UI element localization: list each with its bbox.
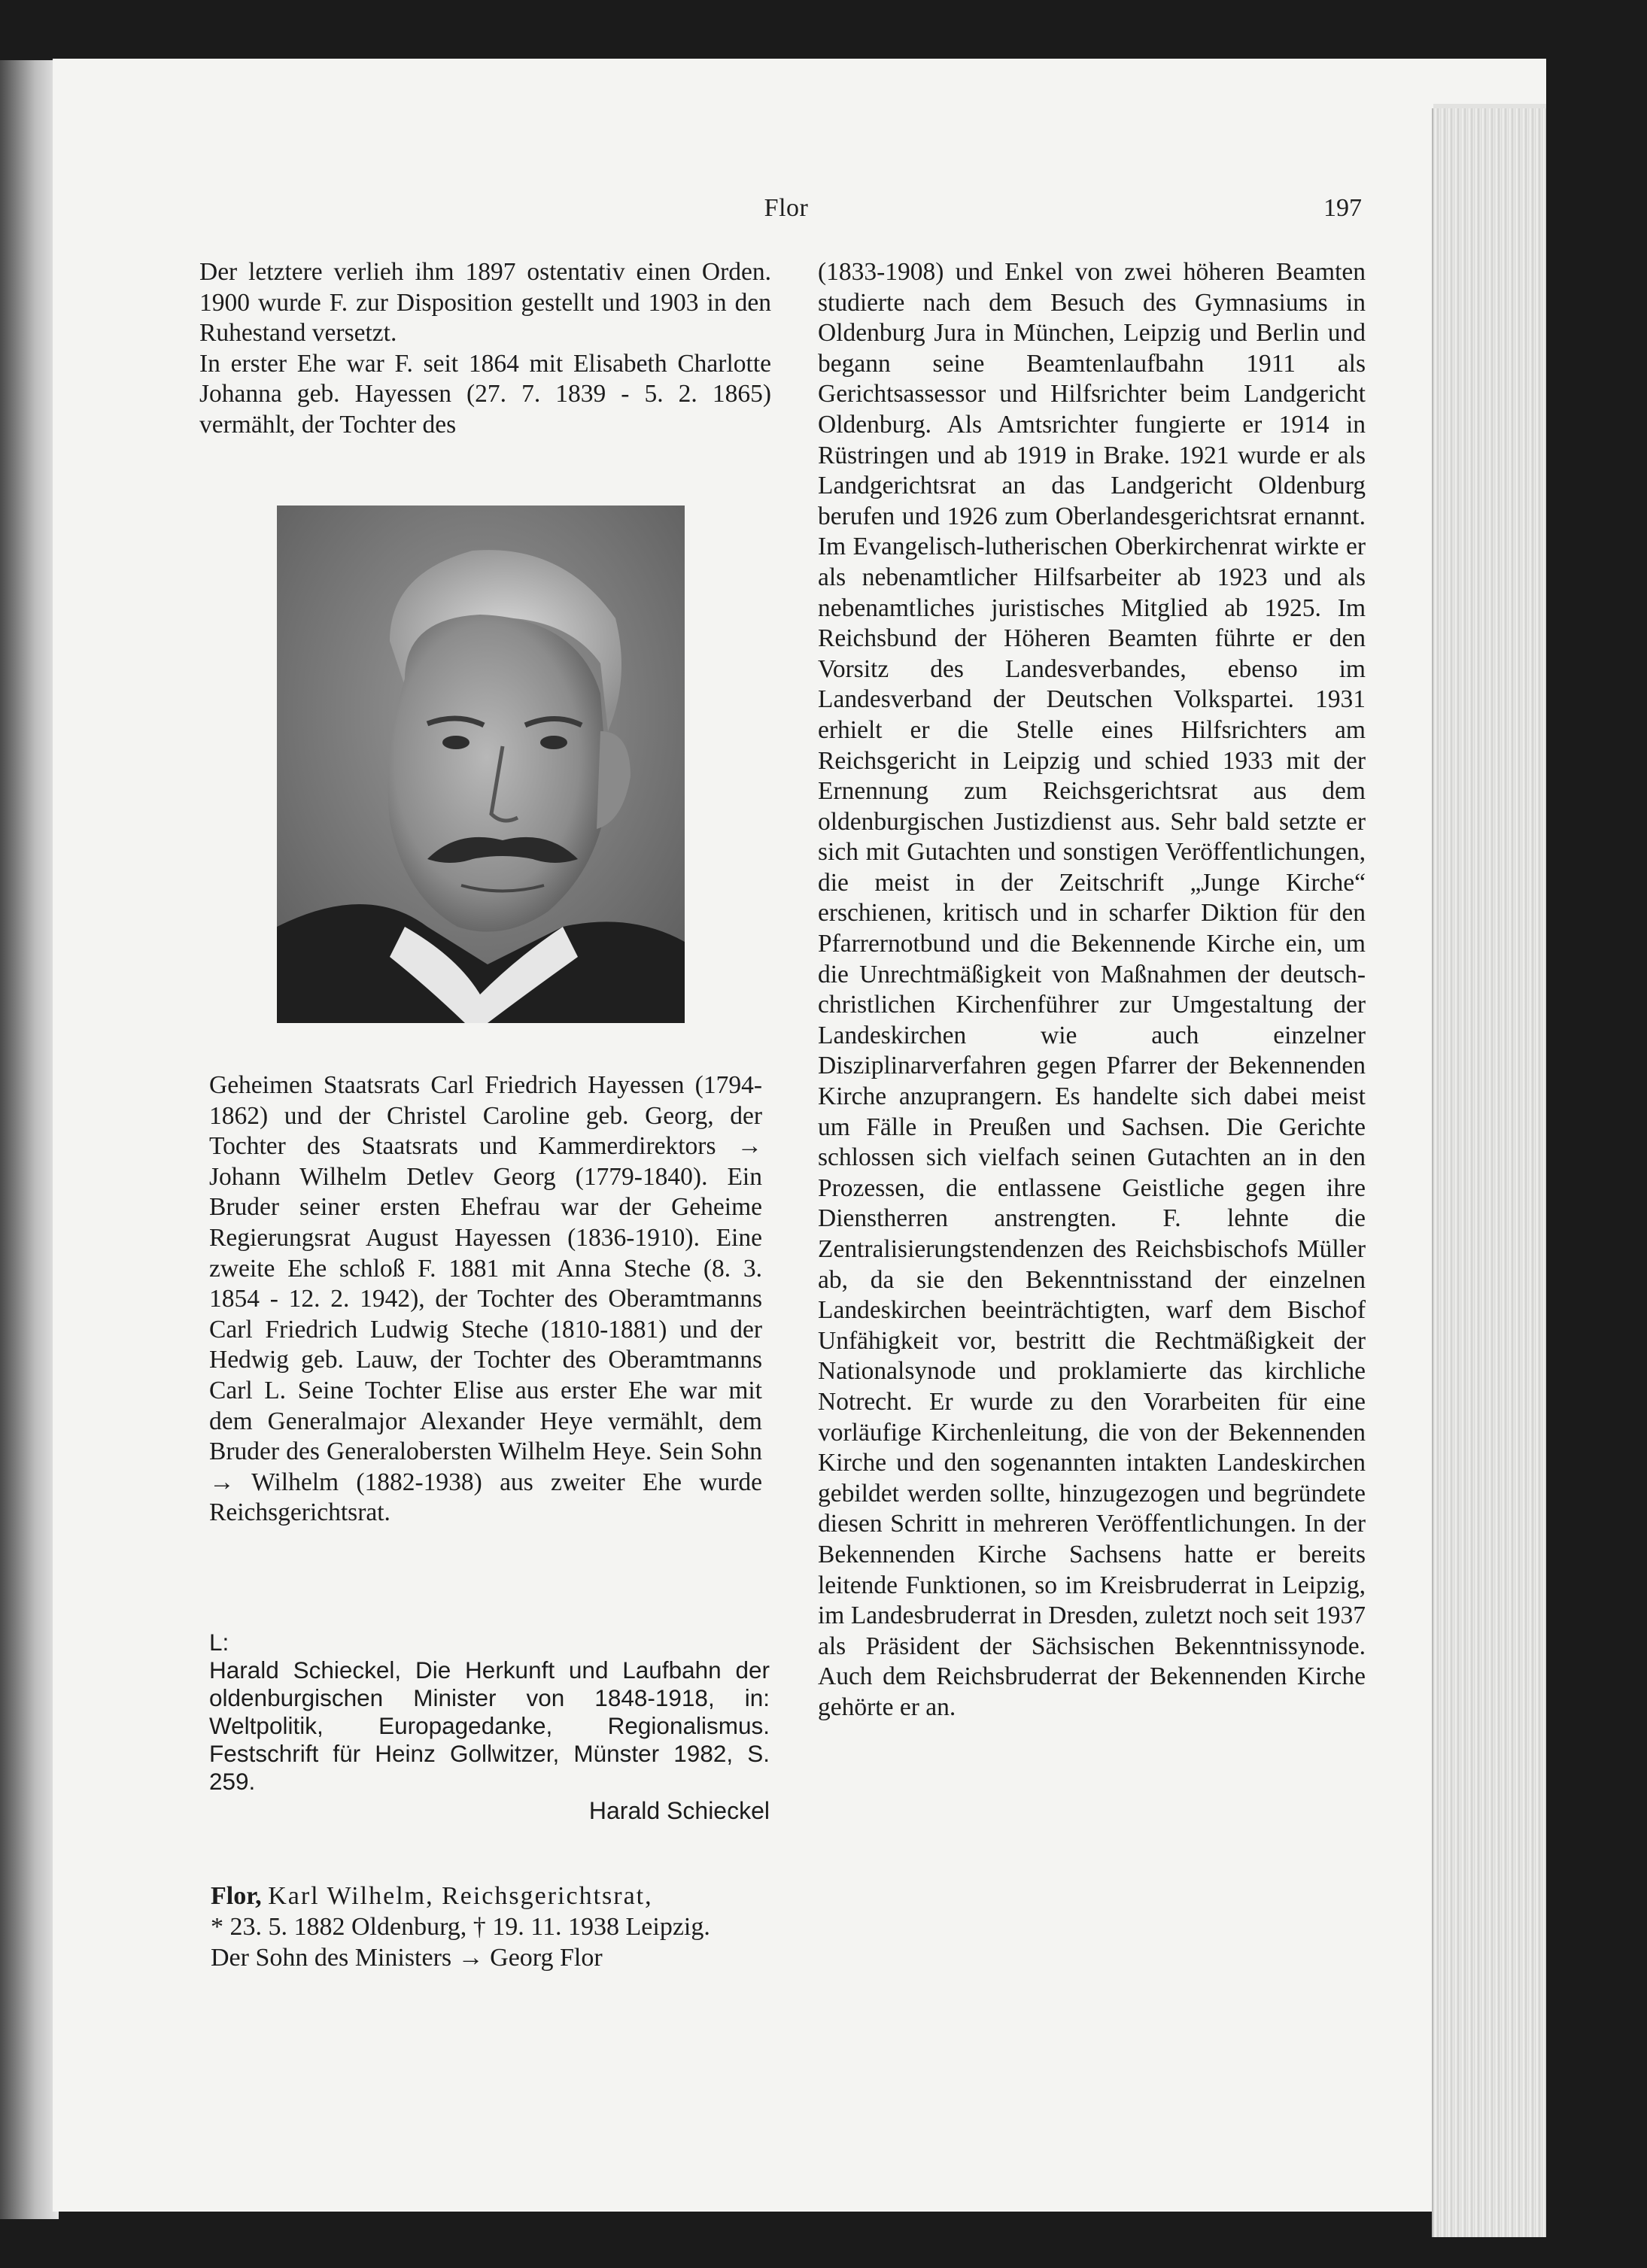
paragraph: (1833-1908) und Enkel von zwei höheren Beamten studierte nach dem Besuch des Gymnasiums in Oldenburg Jura in München, Leipzig und Berlin und begann seine Beamtenlaufbahn 1911 als Gerichtsassessor und Hilfsrichter beim Landgericht Oldenburg. Als Amtsrichter fungierte er 1914 in Rüstringen und ab 1919 in Brake. 1921 wurde er als Landgerichtsrat an das Landgericht Oldenburg berufen und 1926 zum Oberlandesgerichtsrat ernannt. Im Evangelisch-lutherischen Oberkirchenrat wirkte er als nebenamtlicher Hilfsarbeiter ab 1923 und als nebenamtliches juristisches Mitglied ab 1925. Im Reichsbund der Höheren Beamten führte er den Vorsitz des Landesverbandes, ebenso im Landesverband der Deutschen Volkspartei. 1931 erhielt er die Stelle eines Hilfsrichters am Reichsgericht in Leipzig und schied 1933 mit der Ernennung zum Reichsgerichtsrat aus dem oldenburgischen Justizdienst aus. Sehr bald setzte er sich mit Gutachten und sonstigen Veröffentlichungen, die meist in der Zeitschrift „Junge Kirche“ erschienen, kritisch und in scharfer Diktion für den Pfarrernotbund und die Bekennende Kirche ein, um die Unrechtmäßigkeit von Maßnahmen der deutsch-christlichen Kirchenführer zur Umgestaltung der Landeskirchen wie auch einzelner Disziplinarverfahren gegen Pfarrer der Bekennenden Kirche anzuprangern. Es handelte sich dabei meist um Fälle in Preußen und Sachsen. Die Gerichte schlossen sich vielfach seinen Gutachten an in den Prozessen, die entlassene Geistliche gegen ihre Dienstherren anstrengten. F. lehnte die Zentralisierungstendenzen des Reichsbischofs Müller ab, da sie den Bekenntnisstand der einzelnen Landeskirchen beeinträchtigten, warf dem Bischof Unfähigkeit vor, bestritt die Rechtmäßigkeit der Nationalsynode und proklamierte das kirchliche Notrecht. Er wurde zu den Vorarbeiten für eine vorläufige Kirchenleitung, die von der Bekennenden Kirche und den sogenannten intakten Landeskirchen gebildet werden sollte, hinzugezogen und begründete diesen Schritt in mehreren Veröffentlichungen. In der Bekennenden Kirche Sachsens hatte er bereits leitende Funktionen, so im Kreisbruderrat in Leipzig, im Landesbruderrat in Dresden, zuletzt noch seit 1937 als Präsident der Sächsischen Bekenntnissynode. Auch dem Reichsbruderrat der Bekennenden Kirche gehörte er an. xyxy=(818,258,1366,1721)
portrait-photo xyxy=(277,506,685,1023)
paragraph: Der letztere verlieh ihm 1897 ostentativ einen Orden. 1900 wurde F. zur Disposition gestellt und 1903 in den Ruhestand versetzt. xyxy=(199,258,771,348)
portrait-illustration xyxy=(277,506,685,1023)
book-binding-edge xyxy=(0,60,59,2219)
left-column-top xyxy=(199,257,771,441)
entry-dates: * 23. 5. 1882 Oldenburg, † 19. 11. 1938 Leipzig. xyxy=(211,1913,710,1941)
references-text: Harald Schieckel, Die Herkunft und Laufbahn der oldenburgischen Minister von 1848-1918, in: Weltpolitik, Europagedanke, Regionalismus. Festschrift für Heinz Gollwitzer, Münster 1982, S. 259. xyxy=(209,1656,770,1795)
entry-name: Flor, xyxy=(211,1882,262,1910)
entry-name-rest: Karl Wilhelm, Reichsgerichtsrat, xyxy=(268,1882,653,1910)
running-head: Flor xyxy=(764,194,809,222)
page-number: 197 xyxy=(1323,194,1362,222)
page-stack-edge xyxy=(1432,108,1546,2237)
entry-text: Der Sohn des Ministers → Georg Flor xyxy=(211,1944,603,1972)
entry-heading xyxy=(211,1881,767,1911)
references-label: L: xyxy=(209,1629,229,1656)
left-column-middle xyxy=(209,1070,762,1529)
paragraph: Geheimen Staatsrats Carl Friedrich Hayessen (1794-1862) und der Christel Caroline geb. Georg, der Tochter des Staatsrats und Kammerdirektors → Johann Wilhelm Detlev Georg (1779-1840). Ein Bruder seiner ersten Ehefrau war der Geheime Regierungsrat August Hayessen (1836-1910). Eine zweite Ehe schloß F. 1881 mit Anna Steche (8. 3. 1854 - 12. 2. 1942), der Tochter des Oberamtmanns Carl Friedrich Ludwig Steche (1810-1881) und der Hedwig geb. Lauw, der Tochter des Oberamtmanns Carl L. Seine Tochter Elise aus erster Ehe war mit dem Generalmajor Alexander Heye vermählt, dem Bruder des Generalobersten Wilhelm Heye. Sein Sohn → Wilhelm (1882-1938) aus zweiter Ehe wurde Reichsgerichtsrat. xyxy=(209,1071,762,1527)
article-author: Harald Schieckel xyxy=(588,1797,770,1824)
new-entry xyxy=(211,1881,767,1973)
paragraph: In erster Ehe war F. seit 1864 mit Elisabeth Charlotte Johanna geb. Hayessen (27. 7. 1839 - 5. 2. 1865) vermählt, der Tochter des xyxy=(199,349,771,439)
right-column xyxy=(818,257,1366,1723)
references-block xyxy=(209,1629,770,1825)
